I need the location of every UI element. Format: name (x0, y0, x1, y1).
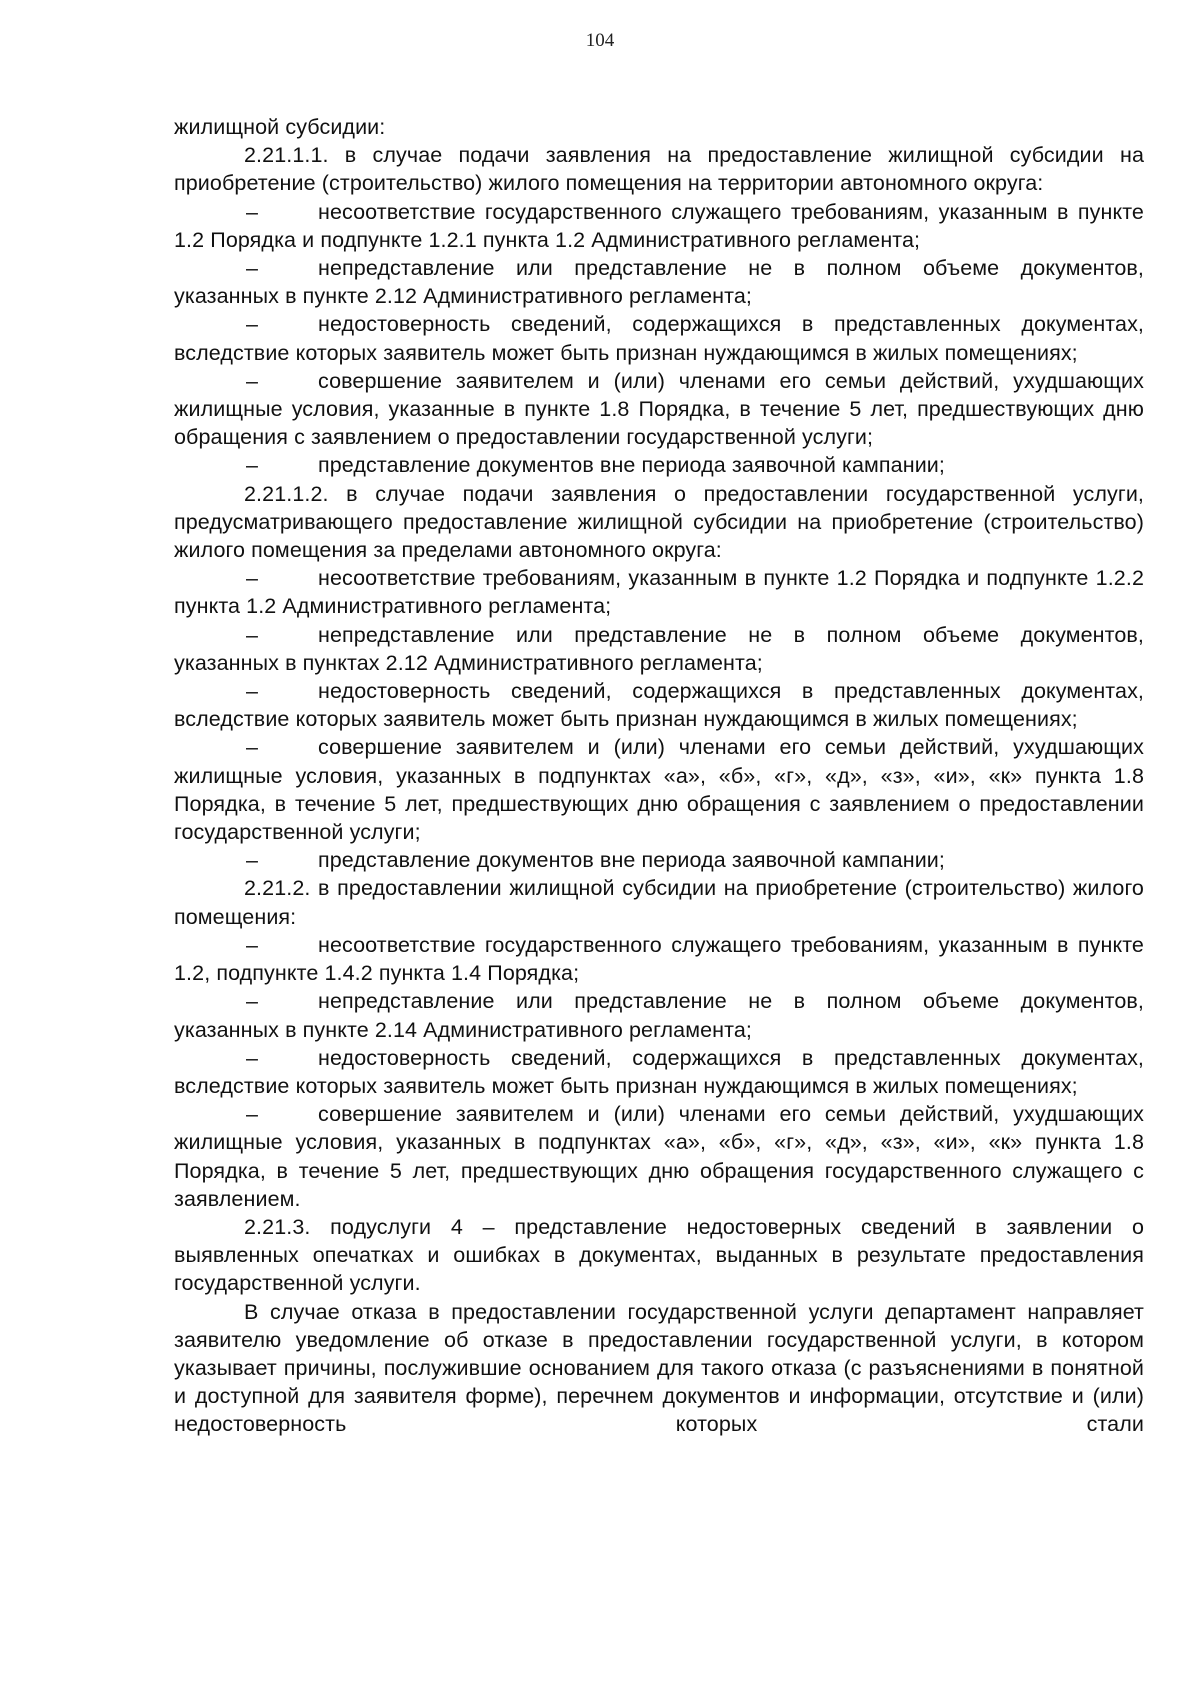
list-item (174, 254, 1144, 310)
list-item (174, 198, 1144, 254)
paragraph: 2.21.1.2. в случае подачи заявления о предоставлении государственной услуги, предусматривающего предоставление жилищной субсидии на приобретение (строительство) жилого помещения за пределами автономного округа: (174, 481, 1144, 563)
list-item-text: совершение заявителем и (или) членами его семьи действий, ухудшающих жилищные условия, указанные в пункте 1.8 Порядка, в течение 5 лет, предшествующих дню обращения с заявлением о предоставлении государственной услуги; (174, 368, 1144, 450)
list-item (174, 1044, 1144, 1100)
page-number: 104 (585, 30, 615, 51)
dash-marker: – (246, 1102, 259, 1127)
list-item-text: несоответствие государственного служащего требованиям, указанным в пункте 1.2, подпункте 1.4.2 пункта 1.4 Порядка; (174, 932, 1144, 986)
paragraph: В случае отказа в предоставлении государственной услуги департамент направляет заявителю уведомление об отказе в предоставлении государственной услуги, в котором указывает причины, послужившие основанием для такого отказа (с разъяснениями в понятной и доступной для заявителя форме), перечнем документов и информации, отсутствие и (или) недостоверность которых стали (174, 1299, 1144, 1437)
list-item-text: недостоверность сведений, содержащихся в представленных документах, вследствие которых заявитель может быть признан нуждающимся в жилых помещениях; (174, 312, 1144, 365)
list-item-text: несоответствие требованиям, указанным в пункте 1.2 Порядка и подпункте 1.2.2 пункта 1.2 Административного регламента; (174, 566, 1144, 619)
list-item-text: несоответствие государственного служащего требованиям, указанным в пункте 1.2 Порядка и подпункте 1.2.1 пункта 1.2 Административного регламента; (174, 199, 1144, 252)
paragraph: 2.21.1.1. в случае подачи заявления на предоставление жилищной субсидии на приобретение (строительство) жилого помещения на территории автономного округа: (174, 143, 1144, 196)
dash-marker: – (246, 679, 259, 704)
list-item (174, 621, 1144, 677)
paragraph: 2.21.2. в предоставлении жилищной субсидии на приобретение (строительство) жилого помещения: (174, 876, 1144, 929)
dash-marker: – (246, 453, 259, 478)
dash-marker: – (246, 848, 259, 873)
dash-marker: – (246, 312, 259, 337)
dash-marker: – (246, 932, 259, 957)
list-item-text: представление документов вне периода заявочной кампании; (318, 848, 945, 873)
list-item (174, 451, 1144, 479)
list-item-text: непредставление или представление не в полном объеме документов, указанных в пунктах 2.12 Административного регламента; (174, 622, 1144, 675)
dash-marker: – (246, 1045, 259, 1070)
dash-marker: – (246, 199, 259, 224)
list-item-text: совершение заявителем и (или) членами его семьи действий, ухудшающих жилищные условия, указанных в подпунктах «а», «б», «г», «д», «з», «и», «к» пункта 1.8 Порядка, в течение 5 лет, предшествующих дню обращения с заявлением о предоставлении государственной услуги; (174, 735, 1144, 845)
dash-marker: – (246, 622, 259, 647)
dash-marker: – (246, 368, 259, 393)
dash-marker: – (246, 566, 259, 591)
list-item (174, 677, 1144, 733)
paragraph: 2.21.3. подуслуги 4 – представление недостоверных сведений в заявлении о выявленных опечатках и ошибках в документах, выданных в результате предоставления государственной услуги. (174, 1214, 1144, 1296)
dash-marker: – (246, 735, 259, 760)
list-item (174, 733, 1144, 846)
list-item (174, 564, 1144, 620)
list-item (174, 987, 1144, 1043)
list-item-text: непредставление или представление не в полном объеме документов, указанных в пункте 2.12 Административного регламента; (174, 256, 1144, 309)
list-item (174, 1100, 1144, 1213)
list-item (174, 367, 1144, 452)
list-item-text: представление документов вне периода заявочной кампании; (318, 453, 945, 478)
list-item-text: недостоверность сведений, содержащихся в представленных документах, вследствие которых заявитель может быть признан нуждающимся в жилых помещениях; (174, 1045, 1144, 1098)
dash-marker: – (246, 989, 259, 1014)
list-item-text: совершение заявителем и (или) членами его семьи действий, ухудшающих жилищные условия, указанных в подпунктах «а», «б», «г», «д», «з», «и», «к» пункта 1.8 Порядка, в течение 5 лет, предшествующих дню обращения государственного служащего с заявлением. (174, 1102, 1144, 1211)
list-item (174, 931, 1144, 987)
list-item (174, 310, 1144, 366)
list-item-text: непредставление или представление не в полном объеме документов, указанных в пункте 2.14 Административного регламента; (174, 989, 1144, 1042)
document-body (174, 113, 1144, 1439)
dash-marker: – (246, 256, 259, 281)
paragraph: жилищной субсидии: (174, 115, 386, 139)
list-item-text: недостоверность сведений, содержащихся в представленных документах, вследствие которых заявитель может быть признан нуждающимся в жилых помещениях; (174, 679, 1144, 732)
list-item (174, 846, 1144, 874)
